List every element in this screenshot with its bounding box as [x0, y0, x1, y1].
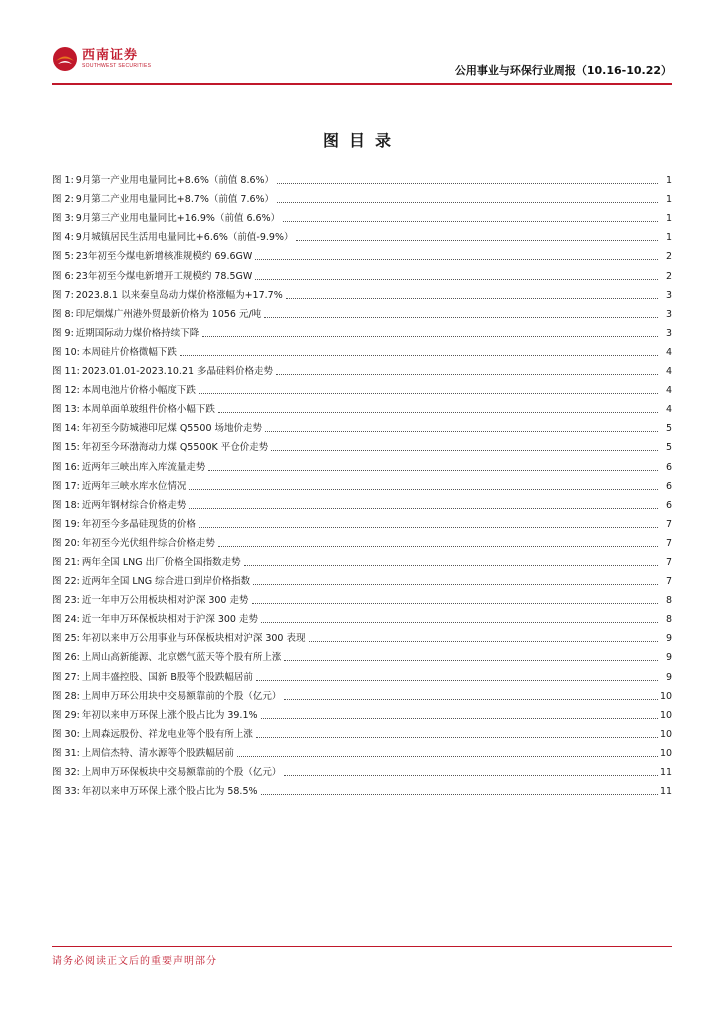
toc-entry[interactable]: [52, 168, 672, 187]
toc-leader-dots: [189, 489, 658, 490]
toc-entry-page: 9: [665, 652, 672, 664]
toc-entry-label: 图 26:: [52, 652, 80, 664]
toc-entry-label: 图 30:: [52, 728, 80, 740]
toc-entry-title: 近一年申万公用板块相对沪深 300 走势: [81, 595, 249, 607]
toc-leader-dots: [284, 699, 658, 700]
toc-entry-page: 3: [665, 308, 672, 320]
logo-chinese-name: 西南证券: [82, 48, 139, 63]
toc-entry-title: 9月城镇居民生活用电量同比+6.6%（前值-9.9%）: [75, 232, 294, 244]
toc-leader-dots: [277, 202, 658, 203]
toc-entry-label: 图 10:: [52, 346, 80, 358]
toc-entry[interactable]: [52, 244, 672, 263]
toc-leader-dots: [296, 240, 658, 241]
toc-entry[interactable]: [52, 359, 672, 378]
toc-entry-page: 1: [665, 232, 672, 244]
toc-entry-title: 上周山高新能源、北京燃气蓝天等个股有所上涨: [81, 652, 282, 664]
footer-divider: [52, 946, 672, 947]
toc-leader-dots: [252, 603, 659, 604]
toc-entry-label: 图 13:: [52, 404, 80, 416]
toc-entry-label: 图 32:: [52, 767, 80, 778]
toc-entry-page: 8: [665, 595, 672, 607]
toc-entry-title: 印尼烟煤广州港外贸最新价格为 1056 元/吨: [75, 308, 262, 320]
toc-entry-label: 图 16:: [52, 461, 80, 473]
toc-leader-dots: [283, 221, 658, 222]
toc-entry-label: 图 14:: [52, 423, 80, 435]
toc-entry[interactable]: [52, 225, 672, 244]
toc-entry[interactable]: [52, 645, 672, 664]
toc-entry-label: 图 8:: [52, 308, 74, 320]
toc-entry-title: 年初以来申万环保上涨个股占比为 58.5%: [81, 786, 258, 798]
toc-entry-label: 图 24:: [52, 614, 80, 626]
toc-leader-dots: [286, 298, 658, 299]
toc-leader-dots: [180, 355, 658, 356]
toc-entry-title: 上周森远股份、祥龙电业等个股有所上涨: [81, 728, 253, 740]
toc-entry-label: 图 22:: [52, 576, 80, 588]
toc-leader-dots: [253, 584, 658, 585]
toc-entry[interactable]: [52, 607, 672, 626]
toc-entry-page: 7: [665, 518, 672, 530]
toc-entry-page: 10: [660, 747, 673, 759]
toc-entry-title: 年初至今环渤海动力煤 Q5500K 平仓价走势: [81, 442, 269, 454]
toc-leader-dots: [218, 412, 658, 413]
toc-entry-title: 近两年三峡出库入库流量走势: [81, 461, 206, 473]
toc-entry-label: 图 31:: [52, 747, 80, 759]
toc-leader-dots: [244, 565, 658, 566]
toc-entry-label: 图 29:: [52, 709, 80, 721]
toc-leader-dots: [255, 259, 658, 260]
toc-entry-label: 图 33:: [52, 786, 80, 798]
toc-entry[interactable]: [52, 779, 672, 798]
toc-entry-title: 9月第一产业用电量同比+8.6%（前值 8.6%）: [75, 175, 275, 187]
toc-entry-label: 图 9:: [52, 327, 74, 339]
toc-entry-title: 2023.8.1 以来秦皇岛动力煤价格涨幅为+17.7%: [75, 289, 283, 301]
page-header: [52, 40, 672, 86]
toc-entry[interactable]: [52, 283, 672, 302]
toc-entry-page: 3: [665, 289, 672, 301]
toc-entry-page: 9: [665, 633, 672, 645]
toc-entry-label: 图 15:: [52, 442, 80, 454]
toc-entry-title: 上周信杰特、清水源等个股跌幅居前: [81, 747, 234, 759]
toc-entry-title: 本周电池片价格小幅度下跌: [81, 385, 196, 397]
toc-entry-title: 年初至今光伏组件综合价格走势: [81, 537, 215, 549]
toc-entry-label: 图 5:: [52, 251, 74, 263]
toc-entry-page: 4: [665, 385, 672, 397]
toc-entry[interactable]: [52, 206, 672, 225]
toc-entry[interactable]: [52, 493, 672, 512]
toc-entry[interactable]: [52, 340, 672, 359]
toc-entry-title: 9月第三产业用电量同比+16.9%（前值 6.6%）: [75, 213, 281, 225]
toc-entry-title: 近两年钢材综合价格走势: [81, 499, 187, 511]
toc-entry-title: 23年初至今煤电新增核准规模约 69.6GW: [75, 251, 253, 263]
toc-entry-title: 23年初至今煤电新增开工规模约 78.5GW: [75, 270, 253, 282]
toc-entry-title: 上周申万环保板块中交易额靠前的个股（亿元）: [81, 767, 282, 778]
toc-entry-title: 近两年全国 LNG 综合进口到岸价格指数: [81, 576, 251, 588]
toc-entry[interactable]: [52, 684, 672, 703]
toc-entry-label: 图 1:: [52, 175, 74, 187]
toc-leader-dots: [284, 775, 658, 776]
toc-leader-dots: [264, 317, 658, 318]
toc-entry-title: 本周单面单玻组件价格小幅下跌: [81, 404, 215, 416]
toc-entry[interactable]: [52, 626, 672, 645]
toc-entry-page: 11: [660, 786, 673, 798]
toc-entry-page: 7: [665, 537, 672, 549]
toc-entry-title: 年初以来申万环保上涨个股占比为 39.1%: [81, 709, 258, 721]
toc-leader-dots: [261, 718, 658, 719]
toc-entry-label: 图 23:: [52, 595, 80, 607]
toc-entry-page: 7: [665, 576, 672, 588]
toc-leader-dots: [202, 336, 658, 337]
toc-entry-page: 6: [665, 461, 672, 473]
toc-entry-page: 8: [665, 614, 672, 626]
toc-entry-page: 4: [665, 346, 672, 358]
toc-leader-dots: [271, 450, 658, 451]
toc-entry-title: 9月第二产业用电量同比+8.7%（前值 7.6%）: [75, 194, 275, 206]
toc-entry-label: 图 21:: [52, 556, 80, 568]
toc-entry-page: 10: [660, 690, 673, 702]
toc-leader-dots: [208, 470, 658, 471]
toc-entry[interactable]: [52, 588, 672, 607]
toc-entry-label: 图 25:: [52, 633, 80, 645]
toc-entry-page: 5: [665, 423, 672, 435]
toc-leader-dots: [276, 374, 658, 375]
toc-leader-dots: [189, 508, 658, 509]
toc-entry[interactable]: [52, 722, 672, 741]
toc-entry[interactable]: [52, 321, 672, 340]
header-divider: [52, 83, 672, 85]
toc-entry-label: 图 11:: [52, 366, 80, 378]
toc-entry-page: 11: [660, 767, 673, 778]
toc-entry-page: 5: [665, 442, 672, 454]
toc-entry-label: 图 28:: [52, 690, 80, 702]
toc-leader-dots: [277, 183, 658, 184]
toc-entry[interactable]: [52, 512, 672, 531]
toc-entry[interactable]: [52, 416, 672, 435]
toc-entry[interactable]: [52, 435, 672, 454]
toc-entry-page: 1: [665, 213, 672, 225]
toc-leader-dots: [255, 279, 658, 280]
toc-entry-title: 年初以来申万公用事业与环保板块相对沪深 300 表现: [81, 633, 306, 645]
toc-entry-label: 图 3:: [52, 213, 74, 225]
report-title: 公用事业与环保行业周报（10.16-10.22）: [454, 64, 672, 77]
toc-entry-title: 年初至今防城港印尼煤 Q5500 场地价走势: [81, 423, 263, 435]
toc-entry[interactable]: [52, 741, 672, 760]
toc-entry[interactable]: [52, 760, 672, 779]
toc-entry-page: 10: [660, 728, 673, 740]
logo-emblem-icon: [52, 46, 78, 72]
toc-entry-title: 近两年三峡水库水位情况: [81, 480, 187, 492]
toc-entry-page: 1: [665, 175, 672, 187]
toc-entry[interactable]: [52, 474, 672, 493]
toc-entry[interactable]: [52, 454, 672, 473]
figure-table-of-contents: [52, 168, 672, 798]
toc-entry-label: 图 19:: [52, 518, 80, 530]
toc-entry[interactable]: [52, 378, 672, 397]
toc-entry[interactable]: [52, 531, 672, 550]
toc-entry[interactable]: [52, 397, 672, 416]
toc-entry-label: 图 12:: [52, 385, 80, 397]
toc-entry[interactable]: [52, 302, 672, 321]
toc-entry-title: 上周丰盛控股、国新 B股等个股跌幅居前: [81, 671, 253, 683]
toc-entry-label: 图 2:: [52, 194, 74, 206]
toc-entry-label: 图 17:: [52, 480, 80, 492]
page-title: 图目录: [322, 131, 401, 150]
toc-leader-dots: [256, 737, 658, 738]
footer-notice: 请务必阅读正文后的重要声明部分: [52, 956, 217, 967]
toc-leader-dots: [284, 660, 658, 661]
toc-entry-page: 3: [665, 327, 672, 339]
toc-entry-label: 图 7:: [52, 289, 74, 301]
toc-entry-page: 6: [665, 480, 672, 492]
toc-entry-title: 上周申万环公用块中交易额靠前的个股（亿元）: [81, 690, 282, 702]
toc-leader-dots: [256, 680, 658, 681]
toc-entry-page: 10: [660, 709, 673, 721]
toc-entry-label: 图 20:: [52, 537, 80, 549]
toc-entry-page: 4: [665, 366, 672, 378]
toc-leader-dots: [265, 431, 658, 432]
toc-entry-page: 2: [665, 251, 672, 263]
toc-entry-label: 图 6:: [52, 270, 74, 282]
toc-entry-title: 2023.01.01-2023.10.21 多晶硅料价格走势: [81, 366, 274, 378]
toc-entry-page: 9: [665, 671, 672, 683]
toc-entry[interactable]: [52, 664, 672, 683]
company-logo: [52, 42, 151, 76]
toc-leader-dots: [218, 546, 658, 547]
toc-entry-title: 近期国际动力煤价格持续下降: [75, 327, 200, 339]
toc-leader-dots: [199, 527, 658, 528]
toc-entry-page: 4: [665, 404, 672, 416]
toc-entry-page: 7: [665, 556, 672, 568]
toc-entry-title: 本周硅片价格微幅下跌: [81, 346, 177, 358]
toc-entry[interactable]: [52, 187, 672, 206]
toc-entry-page: 2: [665, 270, 672, 282]
toc-leader-dots: [261, 794, 658, 795]
toc-entry-label: 图 27:: [52, 671, 80, 683]
toc-entry[interactable]: [52, 569, 672, 588]
logo-english-name: SOUTHWEST SECURITIES: [82, 63, 152, 69]
toc-entry-label: 图 4:: [52, 232, 74, 244]
toc-entry-title: 两年全国 LNG 出厂价格全国指数走势: [81, 556, 241, 568]
toc-leader-dots: [309, 641, 659, 642]
toc-entry-page: 1: [665, 194, 672, 206]
toc-entry[interactable]: [52, 263, 672, 282]
toc-entry-title: 近一年申万环保板块相对于沪深 300 走势: [81, 614, 258, 626]
toc-leader-dots: [261, 622, 658, 623]
toc-entry[interactable]: [52, 550, 672, 569]
toc-entry[interactable]: [52, 703, 672, 722]
toc-leader-dots: [237, 756, 658, 757]
toc-leader-dots: [199, 393, 658, 394]
toc-entry-title: 年初至今多晶硅现货的价格: [81, 518, 196, 530]
toc-entry-label: 图 18:: [52, 499, 80, 511]
toc-entry-page: 6: [665, 499, 672, 511]
